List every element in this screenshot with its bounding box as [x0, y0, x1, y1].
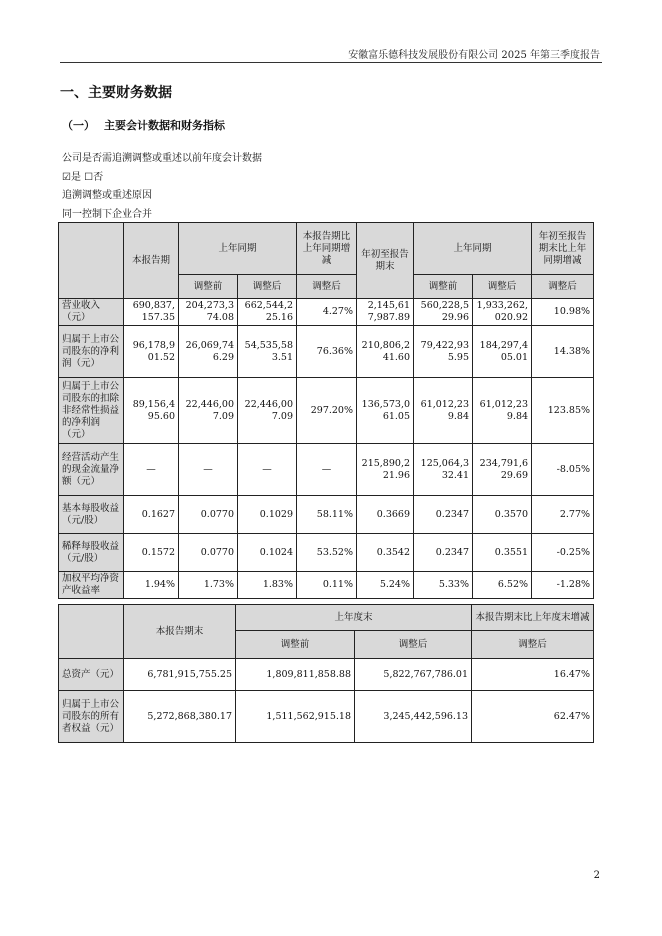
table-cell: 5,822,767,786.01	[355, 659, 472, 691]
table-cell: —	[297, 444, 357, 496]
balance-table	[58, 604, 594, 743]
table-cell: 0.1024	[238, 534, 297, 572]
table-cell: 560,228,529.96	[414, 299, 473, 326]
corner-cell	[59, 223, 124, 299]
table-cell: 0.3551	[473, 534, 532, 572]
subsection-number: （一）	[62, 119, 95, 132]
col-change-after: 调整后	[297, 275, 357, 299]
table-cell: 0.0770	[179, 534, 238, 572]
table-row	[59, 496, 594, 534]
table-cell: 136,573,061.05	[357, 378, 414, 444]
row-label: 加权平均净资产收益率	[59, 572, 124, 599]
col-ytd-before: 调整前	[414, 275, 473, 299]
table-cell: 2,145,617,987.89	[357, 299, 414, 326]
col-prev-year-end: 上年度末	[236, 605, 472, 631]
col-period-end: 本报告期末	[124, 605, 236, 659]
table-cell: 184,297,405.01	[473, 326, 532, 378]
table-cell: 53.52%	[297, 534, 357, 572]
table-cell: —	[238, 444, 297, 496]
table-cell: 204,273,374.08	[179, 299, 238, 326]
col-ytd-prev: 上年同期	[414, 223, 532, 275]
table-cell: 16.47%	[472, 659, 594, 691]
table-cell: -0.25%	[532, 534, 594, 572]
table-cell: 61,012,239.84	[473, 378, 532, 444]
table-cell: 0.3669	[357, 496, 414, 534]
table-cell: 1.83%	[238, 572, 297, 599]
col-ytd-after: 调整后	[473, 275, 532, 299]
restatement-options: ☑是 ☐否	[62, 172, 104, 183]
table-cell: 0.1572	[124, 534, 179, 572]
col-ytd-change-after: 调整后	[532, 275, 594, 299]
table-cell: 0.2347	[414, 496, 473, 534]
table-cell: 79,422,935.95	[414, 326, 473, 378]
table-cell: 4.27%	[297, 299, 357, 326]
col-prev-period: 上年同期	[179, 223, 297, 275]
table-cell: 0.1029	[238, 496, 297, 534]
col-after: 调整后	[238, 275, 297, 299]
row-label: 基本每股收益（元/股）	[59, 496, 124, 534]
table-cell: 6.52%	[473, 572, 532, 599]
table-cell: 690,837,157.35	[124, 299, 179, 326]
header-divider	[60, 62, 602, 63]
table-row	[59, 299, 594, 326]
table-cell: 0.1627	[124, 496, 179, 534]
table-cell: 0.2347	[414, 534, 473, 572]
row-label: 营业收入（元）	[59, 299, 124, 326]
col-before: 调整前	[236, 631, 355, 659]
table-cell: 89,156,495.60	[124, 378, 179, 444]
row-label: 经营活动产生的现金流量净额（元）	[59, 444, 124, 496]
col-change: 本报告期末比上年度末增减	[472, 605, 594, 631]
table-cell: 1,933,262,020.92	[473, 299, 532, 326]
table-cell: 125,064,332.41	[414, 444, 473, 496]
page-number: 2	[593, 870, 600, 881]
table-cell: 215,890,221.96	[357, 444, 414, 496]
table-cell: 62.47%	[472, 691, 594, 743]
table-cell: 2.77%	[532, 496, 594, 534]
row-label: 总资产（元）	[59, 659, 124, 691]
col-change: 本报告期比上年同期增减	[297, 223, 357, 275]
table-cell: 0.3570	[473, 496, 532, 534]
table-cell: 14.38%	[532, 326, 594, 378]
table-cell: 58.11%	[297, 496, 357, 534]
corner-cell	[59, 605, 124, 659]
table-cell: —	[179, 444, 238, 496]
table-cell: -8.05%	[532, 444, 594, 496]
table-cell: 26,069,746.29	[179, 326, 238, 378]
table-row	[59, 444, 594, 496]
table-cell: 234,791,629.69	[473, 444, 532, 496]
restatement-question: 公司是否需追溯调整或重述以前年度会计数据	[62, 153, 262, 164]
table-row	[59, 659, 594, 691]
table-cell: 5.24%	[357, 572, 414, 599]
row-label: 归属于上市公司股东的净利润（元）	[59, 326, 124, 378]
table-cell: 0.3542	[357, 534, 414, 572]
table-cell: 54,535,583.51	[238, 326, 297, 378]
table-cell: 1.94%	[124, 572, 179, 599]
row-label: 归属于上市公司股东的扣除非经常性损益的净利润（元）	[59, 378, 124, 444]
table-cell: 22,446,007.09	[238, 378, 297, 444]
table-row	[59, 691, 594, 743]
table-cell: 61,012,239.84	[414, 378, 473, 444]
restatement-reason: 同一控制下企业合并	[62, 209, 152, 220]
table-cell: 123.85%	[532, 378, 594, 444]
table-cell: 1,511,562,915.18	[236, 691, 355, 743]
col-ytd: 年初至报告期末	[357, 223, 414, 299]
table-row	[59, 378, 594, 444]
table-row	[59, 326, 594, 378]
table-cell: 10.98%	[532, 299, 594, 326]
table-cell: 210,806,241.60	[357, 326, 414, 378]
key-financial-table	[58, 222, 594, 599]
col-change-after: 调整后	[472, 631, 594, 659]
table-cell: 662,544,225.16	[238, 299, 297, 326]
report-header: 安徽富乐德科技发展股份有限公司 2025 年第三季度报告	[348, 50, 600, 61]
table-cell: 1,809,811,858.88	[236, 659, 355, 691]
table-cell: 0.11%	[297, 572, 357, 599]
table-cell: -1.28%	[532, 572, 594, 599]
subsection-title: 主要会计数据和财务指标	[104, 119, 225, 132]
table-cell: 1.73%	[179, 572, 238, 599]
row-label: 归属于上市公司股东的所有者权益（元）	[59, 691, 124, 743]
col-current-period: 本报告期	[124, 223, 179, 299]
table-cell: 5.33%	[414, 572, 473, 599]
col-after: 调整后	[355, 631, 472, 659]
table-row	[59, 534, 594, 572]
table-cell: 3,245,442,596.13	[355, 691, 472, 743]
col-ytd-change: 年初至报告期末比上年同期增减	[532, 223, 594, 275]
row-label: 稀释每股收益（元/股）	[59, 534, 124, 572]
col-before: 调整前	[179, 275, 238, 299]
table-row	[59, 572, 594, 599]
table-cell: 6,781,915,755.25	[124, 659, 236, 691]
table-cell: 22,446,007.09	[179, 378, 238, 444]
table-cell: 0.0770	[179, 496, 238, 534]
restatement-reason-label: 追溯调整或重述原因	[62, 190, 152, 201]
table-cell: —	[124, 444, 179, 496]
table-cell: 5,272,868,380.17	[124, 691, 236, 743]
table-cell: 297.20%	[297, 378, 357, 444]
table-cell: 76.36%	[297, 326, 357, 378]
section-title: 一、主要财务数据	[60, 85, 172, 101]
table-cell: 96,178,901.52	[124, 326, 179, 378]
subsection-heading	[62, 117, 225, 133]
